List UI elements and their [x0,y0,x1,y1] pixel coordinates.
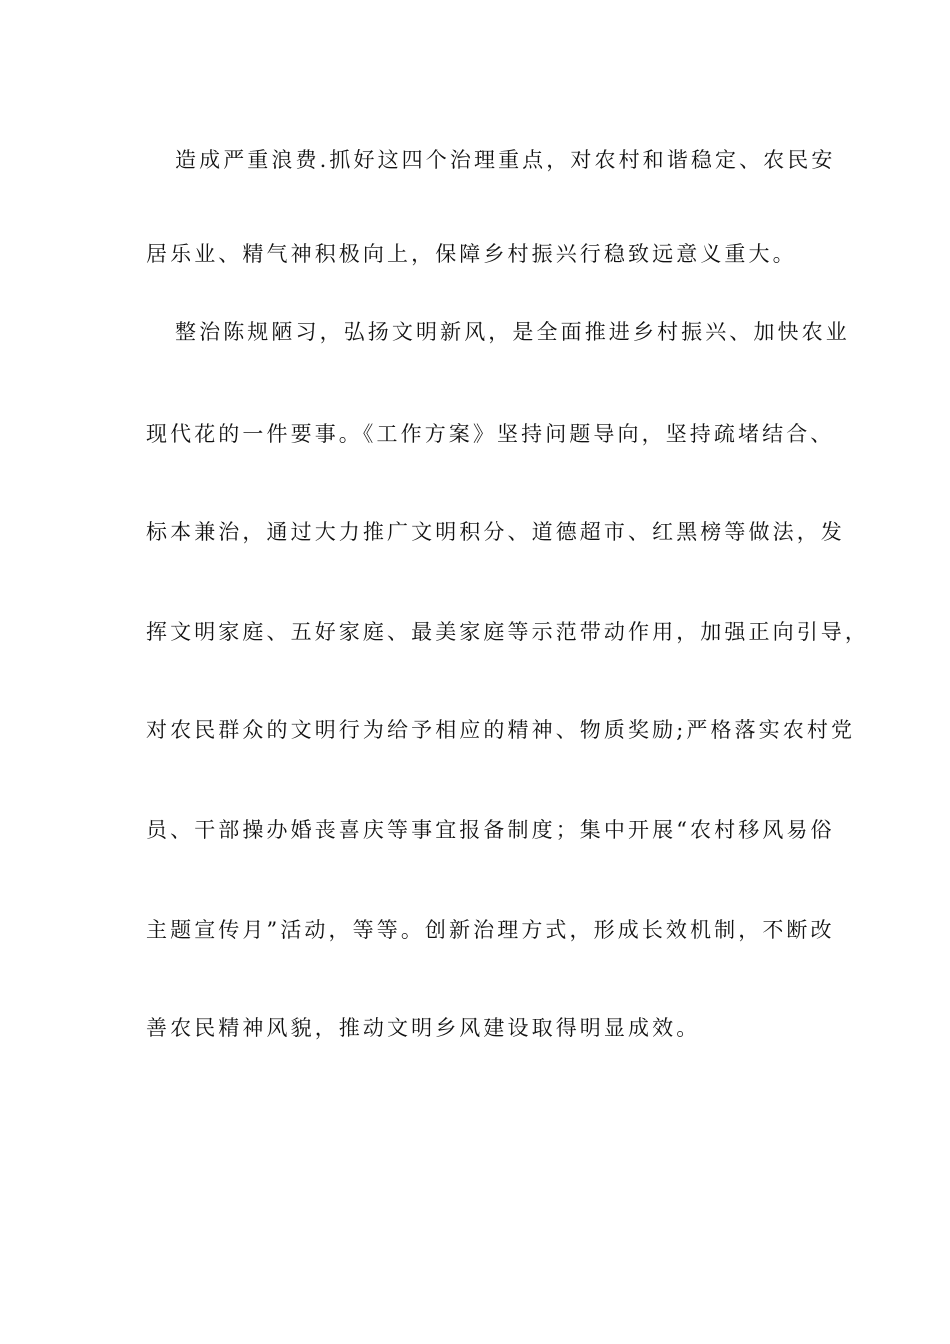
text-line: 居乐业、精气神积极向上，保障乡村振兴行稳致远意义重大。 [146,242,797,266]
text-line: 挥文明家庭、五好家庭、最美家庭等示范带动作用，加强正向引导， [146,620,869,644]
text-line: 造成严重浪费.抓好这四个治理重点，对农村和谐稳定、农民安 [175,148,836,172]
text-line: 善农民精神风貌，推动文明乡风建设取得明显成效。 [146,1016,701,1040]
text-line: 主题宣传月”活动，等等。创新治理方式，形成长效机制，不断改 [146,918,835,942]
text-line: 员、干部操办婚丧喜庆等事宜报备制度；集中开展“农村移风易俗 [146,818,835,842]
text-line: 对农民群众的文明行为给予相应的精神、物质奖励;严格落实农村党 [146,718,856,742]
text-line: 整治陈规陋习，弘扬文明新风，是全面推进乡村振兴、加快农业 [175,320,850,344]
text-line: 现代花的一件要事。《工作方案》坚持问题导向，坚持疏堵结合、 [146,422,835,446]
text-line: 标本兼治，通过大力推广文明积分、道德超市、红黑榜等做法，发 [146,520,845,544]
